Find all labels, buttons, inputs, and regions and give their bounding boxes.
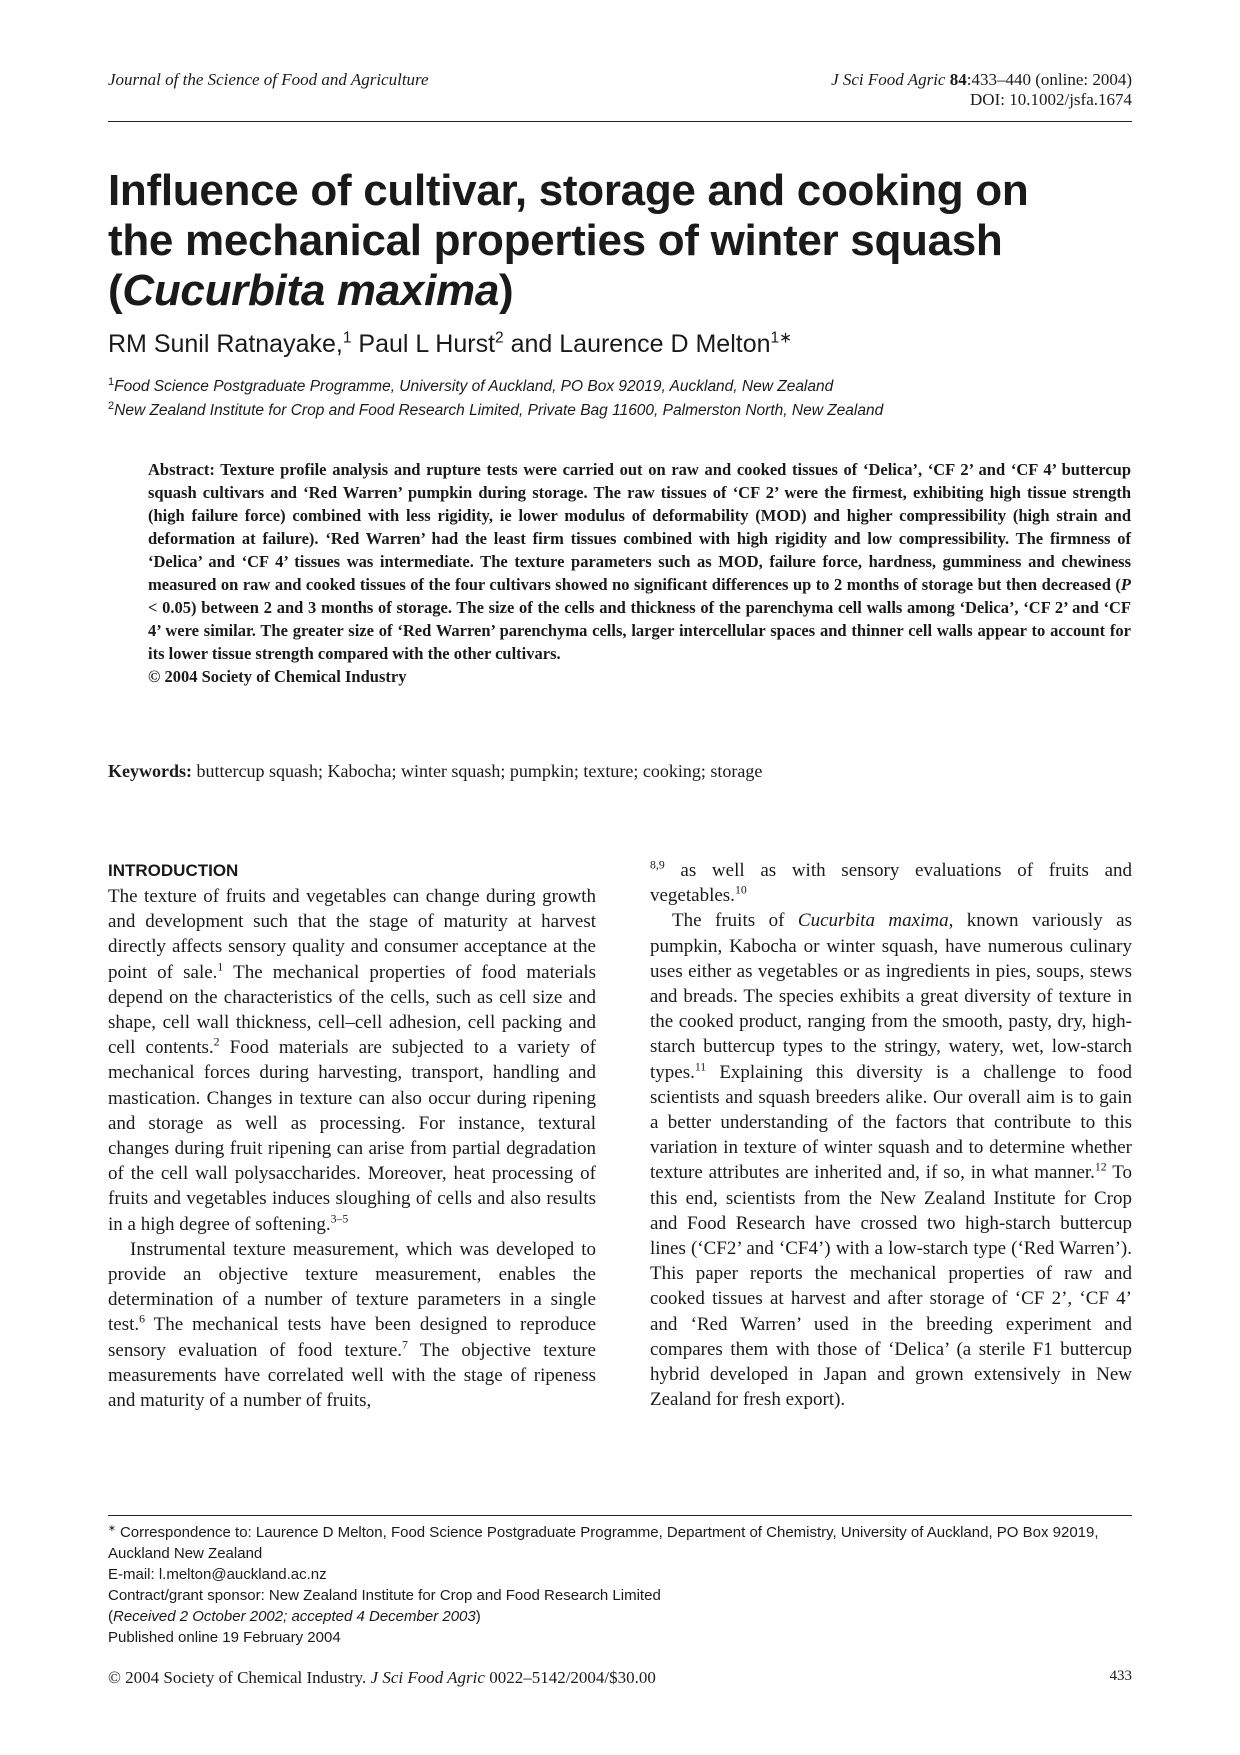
title-line-2: the mechanical properties of winter squash bbox=[108, 216, 1003, 265]
title-line-1: Influence of cultivar, storage and cooking on bbox=[108, 166, 1029, 215]
reference-mark: 10 bbox=[734, 883, 747, 897]
author-affil-mark: 1 bbox=[342, 329, 352, 347]
author-affil-mark: 2 bbox=[495, 329, 504, 347]
doi: DOI: 10.1002/jsfa.1674 bbox=[970, 90, 1132, 109]
abstract-p-value: P bbox=[1120, 575, 1131, 594]
author-name: Paul L Hurst bbox=[351, 330, 496, 358]
header-rule bbox=[108, 121, 1132, 122]
reference-mark: 6 bbox=[139, 1313, 146, 1327]
footnotes bbox=[108, 1522, 1132, 1648]
paper-title bbox=[108, 166, 1138, 316]
affiliation-mark: 2 bbox=[108, 399, 115, 412]
footnote-published: Published online 19 February 2004 bbox=[108, 1629, 341, 1646]
footer-journal: J Sci Food Agric bbox=[370, 1668, 485, 1687]
footnote-correspondence: ∗ Correspondence to: Laurence D Melton, Food Science Postgraduate Programme, Department of Chemistry, University of Auckland, PO Box 92019, Auckland New Zealand bbox=[108, 1523, 1099, 1562]
title-species: Cucurbita maxima bbox=[122, 266, 500, 315]
running-header-citation bbox=[831, 70, 1132, 110]
paragraph: The texture of fruits and vegetables can change during growth and development such that the stage of maturity at harvest directly affects sensory quality and consumer acceptance at the point of sale.$^1$ The mechanical properties of food materials depend on the characteristics of the cells, such as cell size and shape, cell wall thickness, cell–cell adhesion, cell packing and cell contents.$^2$ Food materials are subjected to a variety of mechanical forces during harvesting, transport, handling and mastication. Changes in texture can also occur during ripening and storage as well as processing. For instance, textural changes during fruit ripening can arise from partial degradation of the cell wall polysaccharides. Moreover, heat processing of fruits and vegetables induces sloughing of cells and also results in a high degree of softening.$^{3-5}$ bbox=[108, 886, 596, 1235]
title-paren-close: ) bbox=[499, 266, 514, 315]
citation-pages: :433–440 (online: 2004) bbox=[966, 70, 1132, 89]
paragraph: Instrumental texture measurement, which was developed to provide an objective texture measurement, enables the determination of a number of texture parameters in a single test.$^6$ The mechanical tests have been designed to reproduce sensory evaluation of food texture.$^7$ The objective texture measurements have correlated well with the stage of ripeness and maturity of a number of fruits, bbox=[108, 1238, 596, 1412]
reference-mark: 1 bbox=[217, 960, 224, 974]
page-number: 433 bbox=[1109, 1668, 1132, 1684]
paragraph-continued: $^{8,9}$ as well as with sensory evaluations of fruits and vegetables.$^{10}$ bbox=[650, 858, 1132, 907]
affiliation-text: New Zealand Institute for Crop and Food Research Limited, Private Bag 11600, Palmerston North, New Zealand bbox=[114, 402, 884, 419]
reference-mark: 7 bbox=[402, 1338, 408, 1352]
abstract bbox=[148, 458, 1131, 688]
affiliation-mark: 1 bbox=[108, 375, 115, 388]
affiliation-2 bbox=[108, 399, 884, 420]
footnote-mark: ∗ bbox=[108, 1523, 116, 1533]
author-affil-mark: 1∗ bbox=[770, 329, 793, 347]
footnote-sponsor: Contract/grant sponsor: New Zealand Institute for Crop and Food Research Limited bbox=[108, 1587, 661, 1604]
author-name: RM Sunil Ratnayake, bbox=[108, 330, 343, 358]
footer-copyright: © 2004 Society of Chemical Industry. J Sci Food Agric 0022–5142/2004/$30.00 bbox=[108, 1668, 656, 1687]
footnote-received: (Received 2 October 2002; accepted 4 December 2003) bbox=[108, 1608, 481, 1625]
species-name: Cucurbita maxima bbox=[797, 910, 949, 932]
keywords-label: Keywords: bbox=[108, 761, 192, 781]
body-column-left bbox=[108, 858, 596, 1413]
body-column-right bbox=[650, 858, 1132, 1412]
footnote-email: E-mail: l.melton@auckland.ac.nz bbox=[108, 1566, 327, 1583]
keywords bbox=[108, 761, 762, 782]
title-paren-open: ( bbox=[108, 266, 123, 315]
abstract-text: Abstract: Texture profile analysis and rupture tests were carried out on raw and cooked tissues of ‘Delica’, ‘CF 2’ and ‘CF 4’ buttercup squash cultivars and ‘Red Warren’ pumpkin during storage. The raw tissues of ‘CF 2’ were the firmest, exhibiting high tissue strength (high failure force) combined with less rigidity, ie lower modulus of deformability (MOD) and higher compressibility (high strain and deformation at failure). ‘Red Warren’ had the least firm tissues combined with high rigidity and low compressibility. The firmness of ‘Delica’ and ‘CF 4’ tissues was intermediate. The texture parameters such as MOD, failure force, hardness, gumminess and chewiness measured on raw and cooked tissues of the four cultivars showed no significant differences up to 2 months of storage but then decreased ( bbox=[148, 460, 1131, 594]
reference-mark: 12 bbox=[1094, 1161, 1107, 1175]
reference-mark: 11 bbox=[694, 1060, 707, 1074]
reference-mark: 8,9 bbox=[650, 858, 665, 872]
affiliation-text: Food Science Postgraduate Programme, University of Auckland, PO Box 92019, Auckland, New Zealand bbox=[114, 378, 834, 395]
title-line-3 bbox=[108, 266, 1138, 316]
author-list bbox=[108, 330, 792, 359]
affiliation-1 bbox=[108, 375, 834, 396]
section-heading-introduction: INTRODUCTION bbox=[108, 861, 239, 880]
keywords-text: buttercup squash; Kabocha; winter squash; pumpkin; texture; cooking; storage bbox=[192, 761, 763, 781]
running-header-journal: Journal of the Science of Food and Agriculture bbox=[108, 70, 429, 89]
paragraph: The fruits of Cucurbita maxima, known variously as pumpkin, Kabocha or winter squash, have numerous culinary uses either as vegetables or as ingredients in pies, soups, stews and breads. The species exhibits a great diversity of texture in the cooked product, ranging from the smooth, pasty, dry, high-starch buttercup types to the stringy, watery, wet, low-starch types.$^{11}$ Explaining this diversity is a challenge to food scientists and squash breeders alike. Our overall aim is to gain a better understanding of the factors that contribute to this variation in texture of winter squash and to determine whether texture attributes are inherited and, if so, in what manner.$^{12}$ To this end, scientists from the New Zealand Institute for Crop and Food Research have crossed two high-starch buttercup lines (‘CF2’ and ‘CF4’) with a low-starch type (‘Red Warren’). This paper reports the mechanical properties of raw and cooked tissues at harvest and after storage of ‘CF 2’, ‘CF 4’ and ‘Red Warren’ used in the breeding experiment and compares them with those of ‘Delica’ (a sterile F1 buttercup hybrid developed in Japan and grown extensively in New Zealand for fresh export). bbox=[650, 910, 1133, 1411]
citation-volume: 84 bbox=[949, 70, 967, 89]
abstract-copyright: © 2004 Society of Chemical Industry bbox=[148, 667, 407, 686]
reference-mark: 3–5 bbox=[330, 1212, 349, 1226]
citation-journal: J Sci Food Agric bbox=[831, 70, 946, 89]
abstract-text: < 0.05) between 2 and 3 months of storage. The size of the cells and thickness of the parenchyma cell walls among ‘Delica’, ‘CF 2’ and ‘CF 4’ were similar. The greater size of ‘Red Warren’ parenchyma cells, larger intercellular spaces and thinner cell walls appear to account for its lower tissue strength compared with the other cultivars. bbox=[148, 598, 1131, 663]
reference-mark: 2 bbox=[213, 1035, 220, 1049]
footnote-rule bbox=[108, 1515, 1132, 1516]
author-name: and Laurence D Melton bbox=[503, 330, 771, 358]
